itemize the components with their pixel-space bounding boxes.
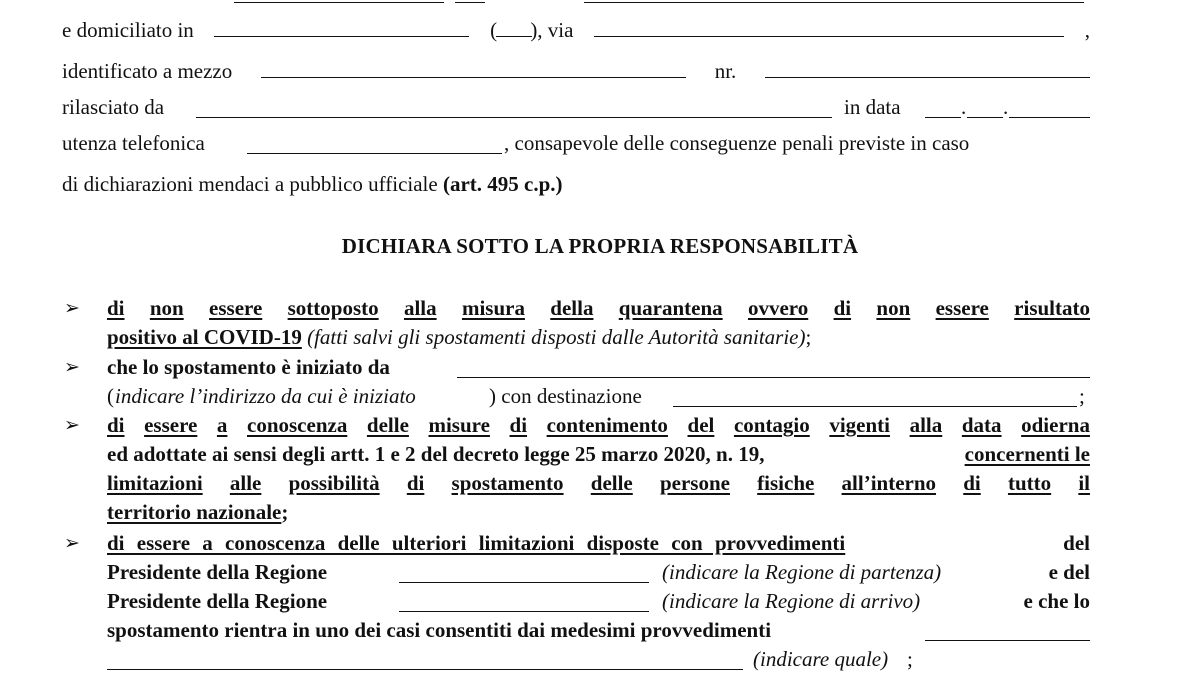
word: vigenti [829,413,891,437]
word: della [550,296,594,320]
word: alle [229,471,262,495]
bullet-icon: ➢ [64,297,80,319]
word: di [107,296,125,320]
destination-label: ) con destinazione [489,384,648,408]
and-that-text: e che lo [1023,589,1090,613]
consequences-text: , consapevole delle conseguenze penali previste in caso [504,131,970,155]
article-reference: (art. 495 c.p.) [442,172,563,196]
item-measures-line-2 [107,440,1090,469]
semicolon: ; [1079,384,1085,408]
date-dot-2: . [1003,95,1009,119]
number-label: nr. [714,59,737,83]
cut-off-top-line [62,0,1090,4]
document-number-field[interactable] [765,57,1090,78]
indicate-which-note: (indicare quale) [753,647,889,671]
president-label-2: Presidente della Regione [107,589,328,613]
identification-document-field[interactable] [261,57,686,78]
date-day-field[interactable] [925,97,961,118]
item-regions-line-1 [107,529,1090,558]
arrival-region-note: (indicare la Regione di arrivo) [662,589,921,613]
president-label-1: Presidente della Regione [107,560,328,584]
phone-label: utenza telefonica [62,131,205,155]
allowed-case-field[interactable] [925,620,1090,641]
word: misura [461,296,525,320]
blank-field[interactable] [234,0,444,3]
item-measures-line-3 [107,469,1090,498]
item-measures-line-1 [107,411,1090,440]
word: data [961,413,1002,437]
comma: , [1084,18,1090,42]
province-open: ( [490,18,498,42]
issued-by-label: rilasciato da [62,95,165,119]
item-regions-text-1a: di essere a conoscenza delle ulteriori limitazioni disposte con provvedimenti [107,531,846,555]
item-regions-text-1b: del [1063,531,1090,555]
item-origin-line-2 [107,382,1090,411]
identification-label: identificato a mezzo [62,59,233,83]
word: spostamento [451,471,564,495]
word: di [406,471,425,495]
word: alla [403,296,437,320]
word: alla [909,413,943,437]
blank-field[interactable] [455,0,485,3]
via-label: ), via [530,18,574,42]
word: a [216,413,228,437]
word: di [107,413,125,437]
semicolon: ; [907,647,913,671]
semicolon: ; [281,500,289,524]
word: limitazioni [107,471,203,495]
word: il [1078,471,1090,495]
word: delle [590,471,633,495]
word: essere [935,296,989,320]
phone-field[interactable] [247,133,502,154]
domicile-street-field[interactable] [594,16,1064,37]
item-quarantine-covid: positivo al COVID-19 [107,325,302,349]
item-origin-note: indicare l’indirizzo da cui è iniziato [115,384,416,408]
word: contenimento [546,413,668,437]
allowed-case-detail-field[interactable] [107,649,743,670]
allowed-cases-text: spostamento rientra in uno dei casi consentiti dai medesimi provvedimenti [107,618,772,642]
domicile-province-field[interactable] [496,16,532,37]
item-measures-line-4 [107,498,1090,527]
word: all’interno [841,471,937,495]
bullet-icon: ➢ [64,414,80,436]
issued-line [62,93,1090,122]
word: essere [144,413,198,437]
item-regions-line-2 [107,558,1090,587]
item-measures-text-2a: ed adottate ai sensi degli artt. 1 e 2 del decreto legge 25 marzo 2020, n. 19, [107,442,770,466]
word: di [509,413,528,437]
item-measures-text-4: territorio nazionale [107,500,282,524]
word: odierna [1021,413,1090,437]
origin-address-field[interactable] [457,357,1090,378]
item-regions-line-4 [107,616,1090,645]
word: persone [659,471,730,495]
destination-field[interactable] [673,386,1077,407]
word: risultato [1014,296,1090,320]
word: non [149,296,184,320]
departure-region-field[interactable] [399,562,649,583]
arrival-region-field[interactable] [399,591,649,612]
item-regions-line-3 [107,587,1090,616]
domicile-line [62,16,1090,45]
identification-line [62,57,1090,86]
word: contagio [733,413,810,437]
section-heading: DICHIARA SOTTO LA PROPRIA RESPONSABILITÀ [341,234,859,258]
domicile-label: e domiciliato in [62,18,194,42]
word: essere [209,296,263,320]
item-measures-text-2b: concernenti le [964,442,1090,466]
date-year-field[interactable] [1009,97,1090,118]
false-statement-line [62,170,1090,199]
issued-by-field[interactable] [196,97,832,118]
date-month-field[interactable] [967,97,1003,118]
item-quarantine-note: (fatti salvi gli spostamenti disposti dalle Autorità sanitarie) [307,325,806,349]
semicolon: ; [805,325,812,349]
item-origin-line-1 [107,353,1090,382]
false-statement-text: di dichiarazioni mendaci a pubblico ufficiale [62,172,443,196]
word: quarantena [618,296,723,320]
and-of-text: e del [1048,560,1090,584]
item-quarantine-line-2 [107,323,1090,352]
item-regions-line-5 [107,645,1090,674]
item-quarantine-line-1 [107,294,1090,323]
date-dot-1: . [961,95,967,119]
word: conoscenza [247,413,348,437]
word: sottoposto [287,296,379,320]
bullet-icon: ➢ [64,356,80,378]
word: ovvero [747,296,809,320]
word: misure [428,413,490,437]
word: non [876,296,911,320]
departure-region-note: (indicare la Regione di partenza) [662,560,942,584]
word: possibilità [288,471,380,495]
bullet-icon: ➢ [64,532,80,554]
word: di [963,471,981,495]
item-origin-text: che lo spostamento è iniziato da [107,355,396,379]
paren-open: ( [107,384,114,408]
phone-line [62,129,1090,158]
word: del [687,413,715,437]
word: tutto [1007,471,1052,495]
word: fisiche [757,471,815,495]
blank-field[interactable] [584,0,1084,3]
domicile-city-field[interactable] [214,16,469,37]
word: di [833,296,852,320]
date-label: in data [844,95,901,119]
word: delle [366,413,409,437]
